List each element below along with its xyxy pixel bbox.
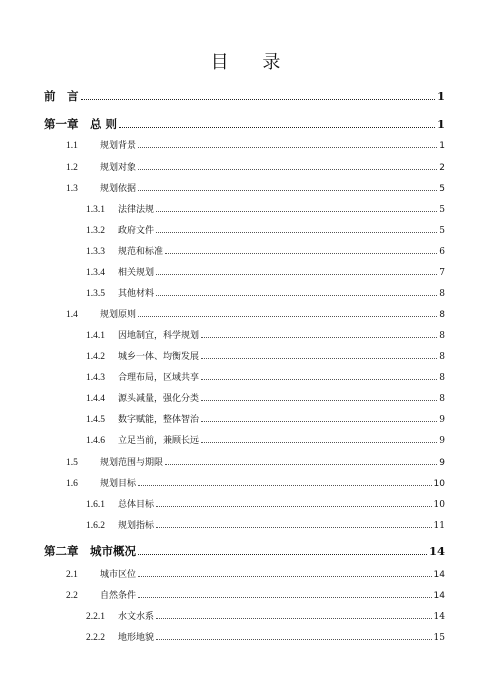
toc-entry-title: 规划对象	[100, 163, 137, 173]
toc-entry-number: 2.2.2	[86, 633, 105, 643]
toc-entry-page-number: 1	[436, 117, 445, 131]
toc-entry-number: 1.3.1	[86, 205, 105, 215]
toc-entry-title: 其他材料	[118, 289, 155, 299]
toc-entry-number: 1.4.3	[86, 373, 105, 383]
toc-section-entry[interactable]	[86, 328, 445, 341]
toc-entry-page-number: 11	[433, 521, 445, 531]
toc-entry-number: 第二章	[44, 544, 79, 558]
toc-entry-number: 1.2	[66, 163, 78, 173]
toc-entry-title: 政府文件	[118, 226, 155, 236]
toc-title: 目 录	[210, 52, 295, 73]
toc-chapter-entry[interactable]	[44, 116, 445, 132]
toc-entry-title: 规划原则	[100, 310, 137, 320]
toc-entry-number: 1.3.4	[86, 268, 105, 278]
toc-entry-page-number: 5	[439, 205, 445, 215]
toc-entry-number: 1.3	[66, 184, 78, 194]
toc-section-entry[interactable]	[66, 160, 445, 173]
toc-section-entry[interactable]	[86, 370, 445, 383]
toc-section-entry[interactable]	[66, 476, 445, 489]
toc-section-entry[interactable]	[86, 518, 445, 531]
toc-entry-title: 规划指标	[118, 521, 155, 531]
toc-leader-dots	[156, 527, 432, 528]
toc-section-entry[interactable]	[86, 630, 445, 643]
toc-entry-page-number: 9	[439, 458, 445, 468]
toc-entry-title: 规划背景	[100, 141, 137, 151]
toc-entry-title: 总体目标	[118, 500, 155, 510]
toc-entry-title: 城市概况	[90, 544, 136, 558]
toc-entry-page-number: 14	[433, 570, 445, 580]
toc-section-entry[interactable]	[86, 609, 445, 622]
toc-entry-page-number: 14	[433, 591, 445, 601]
toc-section-entry[interactable]	[86, 349, 445, 362]
toc-entry-page-number: 2	[439, 163, 445, 173]
toc-entry-page-number: 8	[439, 331, 445, 341]
toc-leader-dots	[138, 169, 437, 170]
toc-entry-number: 1.3.3	[86, 247, 105, 257]
toc-entry-page-number: 1	[439, 141, 445, 151]
toc-entry-title: 合理布局，区域共享	[118, 373, 200, 383]
toc-entry-page-number: 14	[433, 612, 445, 622]
toc-entry-number: 1.4	[66, 310, 78, 320]
toc-leader-dots	[156, 274, 437, 275]
toc-entry-page-number: 6	[439, 247, 445, 257]
toc-section-entry[interactable]	[86, 202, 445, 215]
toc-entry-title: 地形地貌	[118, 633, 155, 643]
toc-entry-page-number: 8	[439, 394, 445, 404]
toc-section-entry[interactable]	[66, 455, 445, 468]
toc-entry-page-number: 7	[439, 268, 445, 278]
toc-entry-number: 1.3.5	[86, 289, 105, 299]
toc-leader-dots	[201, 358, 437, 359]
toc-entry-title: 法律法规	[118, 205, 155, 215]
toc-entry-title: 规划范围与期限	[100, 458, 164, 468]
toc-entry-page-number: 8	[439, 310, 445, 320]
toc-leader-dots	[156, 506, 432, 507]
toc-section-entry[interactable]	[86, 265, 445, 278]
toc-leader-dots	[165, 464, 437, 465]
toc-entry-page-number: 14	[428, 544, 445, 558]
toc-section-entry[interactable]	[86, 497, 445, 510]
toc-leader-dots	[156, 232, 437, 233]
toc-entry-page-number: 8	[439, 352, 445, 362]
toc-leader-dots	[201, 379, 437, 380]
toc-section-entry[interactable]	[66, 138, 445, 151]
toc-entry-title: 因地制宜，科学规划	[118, 331, 200, 341]
toc-entry-title: 立足当前，兼顾长远	[118, 436, 200, 446]
toc-entry-number: 1.6.2	[86, 521, 105, 531]
toc-leader-dots	[138, 316, 437, 317]
toc-entry-title: 规范和标准	[118, 247, 164, 257]
toc-leader-dots	[156, 618, 432, 619]
toc-section-entry[interactable]	[86, 412, 445, 425]
toc-entry-title: 总 则	[90, 117, 118, 131]
toc-entry-page-number: 5	[439, 226, 445, 236]
toc-leader-dots	[156, 639, 432, 640]
toc-section-entry[interactable]	[66, 567, 445, 580]
toc-entry-number: 1.5	[66, 458, 78, 468]
toc-entry-page-number: 15	[433, 633, 445, 643]
toc-leader-dots	[138, 147, 437, 148]
toc-entry-title: 规划目标	[100, 479, 137, 489]
toc-entry-number: 1.1	[66, 141, 78, 151]
toc-leader-dots	[201, 442, 437, 443]
toc-entry-number: 第一章	[44, 117, 79, 131]
toc-entry-number: 前 言	[44, 89, 79, 103]
toc-entry-page-number: 5	[439, 184, 445, 194]
toc-chapter-entry[interactable]	[44, 543, 445, 559]
toc-entry-page-number: 9	[439, 436, 445, 446]
toc-entry-number: 1.4.2	[86, 352, 105, 362]
toc-entry-number: 1.6.1	[86, 500, 105, 510]
toc-section-entry[interactable]	[86, 223, 445, 236]
toc-section-entry[interactable]	[66, 588, 445, 601]
toc-leader-dots	[138, 554, 427, 555]
toc-entry-number: 2.2.1	[86, 612, 105, 622]
toc-section-entry[interactable]	[86, 286, 445, 299]
toc-leader-dots	[119, 127, 435, 128]
toc-leader-dots	[156, 295, 437, 296]
toc-leader-dots	[156, 211, 437, 212]
toc-chapter-entry[interactable]	[44, 88, 445, 104]
toc-entry-number: 1.4.4	[86, 394, 105, 404]
toc-entry-number: 1.4.1	[86, 331, 105, 341]
toc-section-entry[interactable]	[86, 433, 445, 446]
toc-entry-number: 1.6	[66, 479, 78, 489]
toc-entry-title: 城市区位	[100, 570, 137, 580]
toc-leader-dots	[201, 337, 437, 338]
toc-leader-dots	[165, 253, 437, 254]
toc-entry-number: 1.4.6	[86, 436, 105, 446]
toc-entry-page-number: 8	[439, 373, 445, 383]
toc-leader-dots	[138, 190, 437, 191]
toc-entry-title: 城乡一体、均衡发展	[118, 352, 200, 362]
toc-section-entry[interactable]	[66, 181, 445, 194]
toc-leader-dots	[81, 99, 435, 100]
toc-entry-number: 1.4.5	[86, 415, 105, 425]
toc-section-entry[interactable]	[86, 391, 445, 404]
toc-entry-page-number: 1	[436, 89, 445, 103]
toc-leader-dots	[138, 576, 432, 577]
toc-section-entry[interactable]	[66, 307, 445, 320]
toc-leader-dots	[201, 400, 437, 401]
toc-entry-page-number: 8	[439, 289, 445, 299]
toc-entry-title: 相关规划	[118, 268, 155, 278]
toc-entry-page-number: 10	[433, 500, 445, 510]
toc-entry-title: 源头减量，强化分类	[118, 394, 200, 404]
toc-entry-page-number: 10	[433, 479, 445, 489]
toc-leader-dots	[201, 421, 437, 422]
toc-section-entry[interactable]	[86, 244, 445, 257]
toc-entry-title: 规划依据	[100, 184, 137, 194]
toc-leader-dots	[138, 597, 432, 598]
toc-entry-title: 自然条件	[100, 591, 137, 601]
toc-entry-number: 2.2	[66, 591, 78, 601]
toc-entry-title: 水文水系	[118, 612, 155, 622]
toc-entry-number: 1.3.2	[86, 226, 105, 236]
toc-entry-title: 数字赋能，整体智治	[118, 415, 200, 425]
toc-entry-page-number: 9	[439, 415, 445, 425]
toc-entry-number: 2.1	[66, 570, 78, 580]
toc-leader-dots	[138, 485, 432, 486]
